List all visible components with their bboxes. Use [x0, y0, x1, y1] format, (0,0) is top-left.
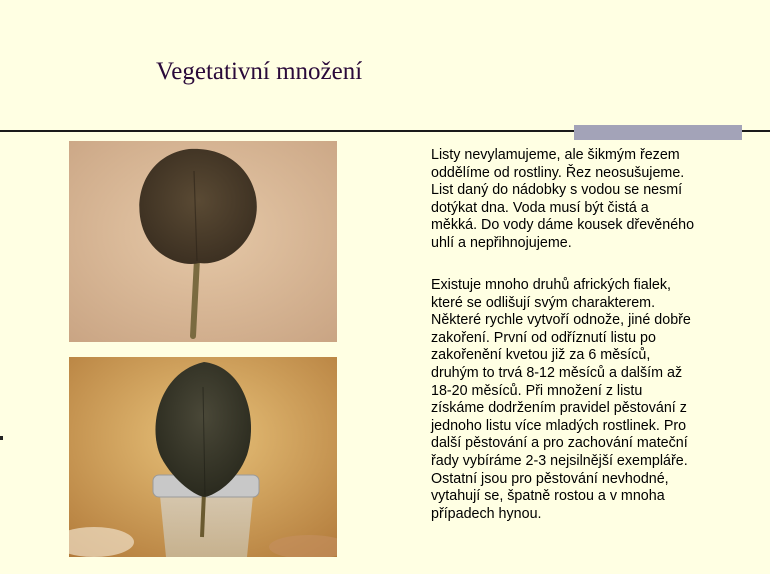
leaf-cutting-photo [69, 141, 337, 342]
text-line: další pěstování a pro zachování mateční [431, 435, 688, 452]
text-line: Existuje mnoho druhů afrických fialek, [431, 277, 671, 293]
slide-title: Vegetativní množení [156, 58, 363, 85]
text-line: List daný do nádobky s vodou se nesmí [431, 182, 683, 199]
text-line: měkká. Do vody dáme kousek dřevěného [431, 217, 695, 234]
text-line: dotýkat dna. Voda musí být čistá a [431, 199, 649, 216]
paragraph-varieties [431, 277, 761, 523]
text-line: případech hynou. [431, 505, 542, 522]
paragraph-leaf-cutting [431, 147, 761, 253]
accent-bar [574, 125, 742, 140]
text-line: druhým to trvá 8-12 měsíců a dalším až [431, 364, 683, 381]
text-line: které se odlišují svým charakterem. [431, 294, 656, 311]
text-line: zakoření. První od odříznutí listu po [431, 329, 656, 346]
text-line: získáme dodržením pravidel pěstování z [431, 400, 687, 417]
text-line: Listy nevylamujeme, ale šikmým řezem [431, 147, 680, 163]
text-line: zakořenění kvetou již za 6 měsíců, [431, 347, 651, 364]
text-line: Některé rychle vytvoří odnože, jiné dobře [431, 312, 691, 329]
text-line: Ostatní jsou pro pěstování nevhodné, [431, 470, 669, 487]
edge-mark [0, 436, 3, 440]
text-line: vytahují se, špatně rostou a v mnoha [431, 488, 665, 505]
text-line: jednoho listu více mladých rostlinek. Pro [431, 417, 687, 434]
text-line: oddělíme od rostliny. Řez neosušujeme. [431, 164, 685, 181]
rooting-leaf-photo [69, 357, 337, 557]
text-line: 18-20 měsíců. Při množení z listu [431, 382, 643, 399]
text-line: řady vybíráme 2-3 nejsilnější exempláře. [431, 452, 688, 469]
text-line: uhlí a nepřihnojujeme. [431, 234, 572, 251]
